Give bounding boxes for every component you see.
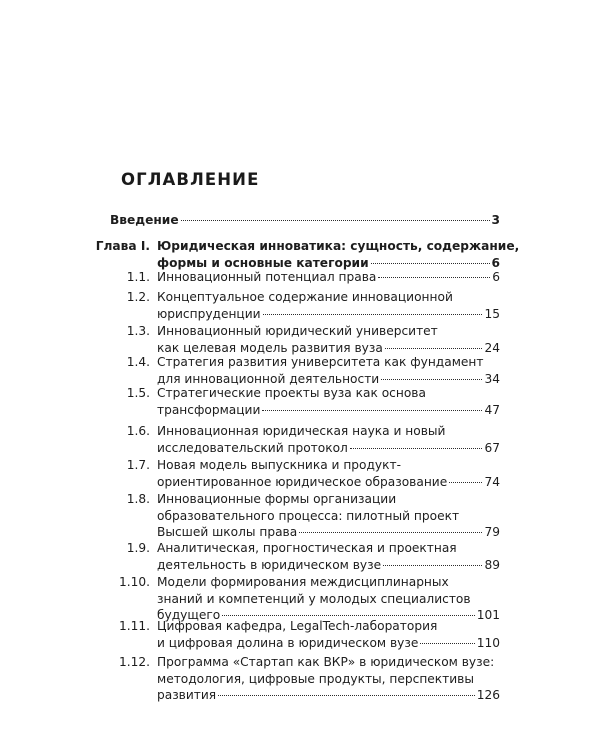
dot-leader bbox=[222, 614, 475, 616]
toc-entry-title: знаний и компетенций у молодых специалистов bbox=[157, 591, 471, 606]
dot-leader bbox=[383, 564, 482, 566]
toc-entry-line bbox=[157, 256, 500, 271]
toc-entry-title: развития bbox=[157, 688, 217, 702]
dot-leader bbox=[350, 447, 483, 449]
toc-entry-title: Юридическая инноватика: сущность, содержание, bbox=[157, 239, 520, 253]
dot-leader bbox=[385, 347, 483, 349]
toc-entry-line bbox=[157, 324, 500, 339]
toc-entry-title: Программа «Стартап как ВКР» в юридическом вузе: bbox=[157, 655, 495, 669]
toc-page-number: 15 bbox=[484, 306, 500, 321]
dot-leader bbox=[262, 409, 482, 411]
toc-entry-line bbox=[157, 341, 500, 356]
toc-entry-title: Цифровая кафедра, LegalTech-лаборатория bbox=[157, 619, 438, 633]
toc-entry-number: 1.9. bbox=[126, 541, 150, 555]
toc-entry-number: 1.10. bbox=[118, 575, 150, 589]
toc-page-number: 89 bbox=[484, 557, 500, 572]
toc-entry-line bbox=[157, 403, 500, 418]
toc-entry-line bbox=[157, 307, 500, 322]
toc-entry-number: Глава I. bbox=[95, 239, 150, 253]
toc-page-number: 34 bbox=[484, 371, 500, 386]
toc-entry-number: 1.12. bbox=[118, 655, 150, 669]
toc-entry-line bbox=[157, 575, 500, 590]
toc-page-number: 6 bbox=[492, 270, 500, 284]
toc-entry-number: 1.8. bbox=[126, 492, 150, 506]
toc-entry-title: Инновационная юридическая наука и новый bbox=[157, 424, 446, 438]
toc-entry-title: образовательного процесса: пилотный проект bbox=[157, 508, 460, 523]
toc-entry-title: Стратегия развития университета как фундамент bbox=[157, 355, 484, 369]
toc-page-number: 47 bbox=[484, 402, 500, 417]
toc-entry-number: 1.4. bbox=[126, 355, 150, 369]
toc-entry-number: 1.5. bbox=[126, 386, 150, 400]
toc-entry-title: трансформации bbox=[157, 402, 261, 417]
dot-leader bbox=[263, 313, 483, 315]
toc-entry-line bbox=[157, 270, 500, 285]
dot-leader bbox=[378, 276, 490, 278]
toc-entry-title: будущего bbox=[157, 608, 221, 622]
toc-page-number: 110 bbox=[476, 635, 500, 650]
toc-entry-line bbox=[157, 636, 500, 651]
dot-leader bbox=[218, 694, 475, 696]
toc-entry-title: Высшей школы права bbox=[157, 525, 298, 539]
toc-entry-line bbox=[157, 424, 500, 439]
toc-entry-line bbox=[110, 213, 500, 228]
toc-entry-line bbox=[157, 509, 500, 524]
toc-page-number: 3 bbox=[491, 213, 500, 227]
toc-entry-title: Инновационный потенциал права bbox=[157, 270, 377, 284]
toc-entry-title: исследовательский протокол bbox=[157, 440, 348, 455]
dot-leader bbox=[371, 262, 490, 264]
toc-entry-line bbox=[157, 592, 500, 607]
toc-entry-line bbox=[157, 541, 500, 556]
toc-entry-title: и цифровая долина в юридическом вузе bbox=[157, 635, 419, 650]
toc-entry-title: Концептуальное содержание инновационной bbox=[157, 290, 453, 304]
toc-entry-title: Аналитическая, прогностическая и проектная bbox=[157, 541, 457, 555]
toc-entry-title: методология, цифровые продукты, перспективы bbox=[157, 671, 474, 686]
toc-entry-title: как целевая модель развития вуза bbox=[157, 340, 383, 355]
toc-entry-line bbox=[157, 239, 520, 254]
toc-heading: ОГЛАВЛЕНИЕ bbox=[121, 170, 260, 189]
toc-page-number: 126 bbox=[476, 688, 500, 702]
toc-entry-line bbox=[157, 458, 500, 473]
toc-entry-title: Инновационный юридический университет bbox=[157, 324, 438, 338]
toc-entry-line bbox=[157, 290, 500, 305]
toc-entry-line bbox=[157, 441, 500, 456]
toc-entry-title: Стратегические проекты вуза как основа bbox=[157, 386, 426, 400]
toc-entry-title: Новая модель выпускника и продукт- bbox=[157, 458, 401, 472]
toc-entry-number: 1.11. bbox=[118, 619, 150, 633]
toc-page-number: 101 bbox=[476, 608, 500, 622]
toc-entry-number: 1.2. bbox=[126, 290, 150, 304]
toc-entry-title: деятельность в юридическом вузе bbox=[157, 557, 382, 572]
toc-entry-number: 1.3. bbox=[126, 324, 150, 338]
dot-leader bbox=[381, 378, 482, 380]
toc-page-number: 79 bbox=[484, 525, 500, 539]
toc-entry-title: ориентированное юридическое образование bbox=[157, 474, 448, 489]
toc-page-number: 74 bbox=[484, 474, 500, 489]
toc-entry-title: Введение bbox=[110, 213, 179, 227]
dot-leader bbox=[299, 531, 482, 533]
toc-entry-line bbox=[157, 655, 500, 670]
dot-leader bbox=[420, 642, 474, 644]
toc-entry-line bbox=[157, 492, 500, 507]
dot-leader bbox=[449, 481, 482, 483]
toc-page-number: 24 bbox=[484, 340, 500, 355]
toc-entry-title: для инновационной деятельности bbox=[157, 371, 380, 386]
toc-entry-line bbox=[157, 372, 500, 387]
table-of-contents bbox=[95, 0, 520, 750]
toc-entry-title: Модели формирования междисциплинарных bbox=[157, 575, 449, 589]
toc-entry-title: Инновационные формы организации bbox=[157, 492, 397, 506]
toc-entry-line bbox=[157, 688, 500, 703]
toc-page-number: 67 bbox=[484, 440, 500, 455]
toc-entry-line bbox=[157, 558, 500, 573]
dot-leader bbox=[181, 219, 490, 221]
toc-page-number: 6 bbox=[491, 255, 500, 270]
toc-entry-title: формы и основные категории bbox=[157, 255, 369, 270]
toc-entry-number: 1.7. bbox=[126, 458, 150, 472]
toc-entry-line bbox=[157, 619, 500, 634]
toc-entry-line bbox=[157, 475, 500, 490]
toc-entry-line bbox=[157, 386, 500, 401]
toc-entry-title: юриспруденции bbox=[157, 306, 261, 321]
toc-entry-number: 1.6. bbox=[126, 424, 150, 438]
toc-entry-line bbox=[157, 525, 500, 540]
toc-entry-number: 1.1. bbox=[126, 270, 150, 284]
toc-entry-line bbox=[157, 672, 500, 687]
toc-entry-line bbox=[157, 355, 500, 370]
